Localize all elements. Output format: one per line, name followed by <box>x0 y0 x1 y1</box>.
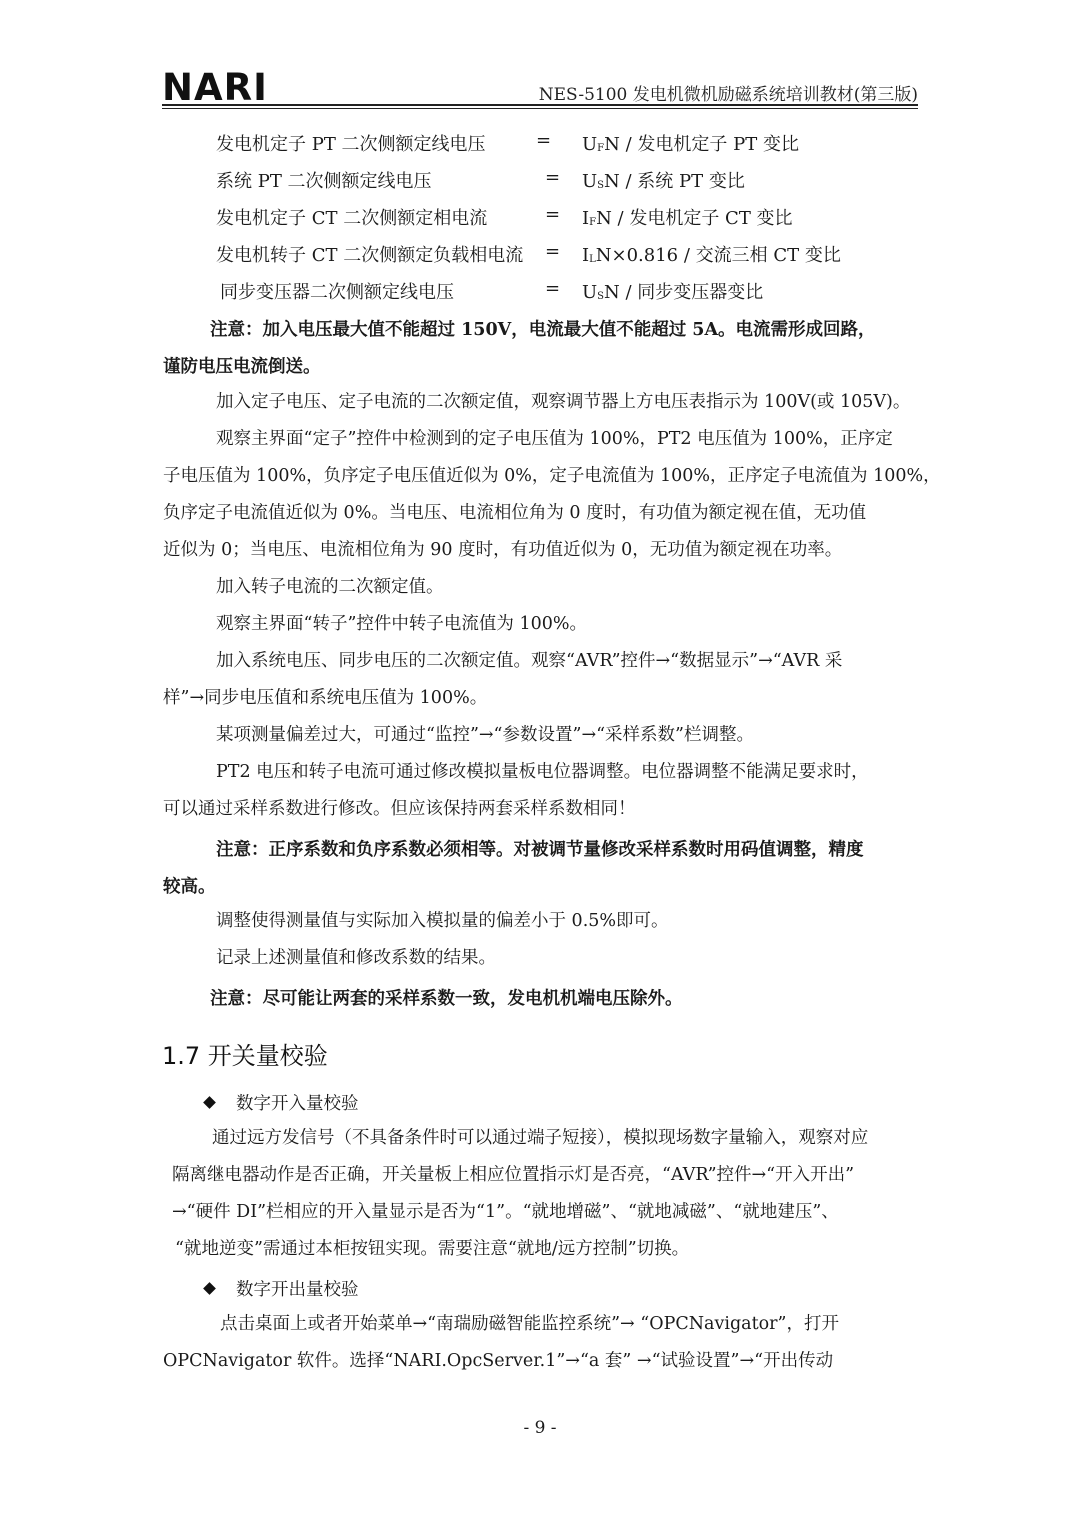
bullet-item: 数字开出量校验 <box>205 1276 359 1301</box>
paragraph: 观察主界面“转子”控件中转子电流值为 100%。 <box>216 614 587 634</box>
paragraph-cont: 可以通过采样系数进行修改。但应该保持两套采样系数相同！ <box>163 799 636 819</box>
header-rule <box>162 104 918 109</box>
note-warning-cont: 较高。 <box>163 877 216 897</box>
paragraph: 加入系统电压、同步电压的二次额定值。观察“AVR”控件→“数据显示”→“AVR 采 <box>216 651 843 671</box>
note-warning: 注意：正序系数和负序系数必须相等。对被调节量修改采样系数时用码值调整，精度 <box>216 840 864 860</box>
paragraph-cont: 样”→同步电压值和系统电压值为 100%。 <box>163 688 488 708</box>
paragraph: 加入定子电压、定子电流的二次额定值，观察调节器上方电压表指示为 100V(或 105V)。 <box>216 392 911 412</box>
paragraph: 记录上述测量值和修改系数的结果。 <box>216 948 496 968</box>
formula-equals: = <box>545 278 561 299</box>
paragraph: 观察主界面“定子”控件中检测到的定子电压值为 100%，PT2 电压值为 100%，正序定 <box>216 429 893 449</box>
formula-row: 系统 PT 二次侧额定线电压 <box>216 171 432 192</box>
formula-value: $I_LN\times 0.816$ / 交流三相 CT 变比 <box>582 245 841 266</box>
formula-row: 同步变压器二次侧额定线电压 <box>220 282 454 303</box>
note-warning-cont: 谨防电压电流倒送。 <box>163 357 321 377</box>
formula-value: $I_FN$ / 发电机定子 CT 变比 <box>582 208 793 229</box>
formula-equals: = <box>536 130 552 151</box>
formula-value: $U_SN$ / 同步变压器变比 <box>582 282 764 303</box>
paragraph: PT2 电压和转子电流可通过修改模拟量板电位器调整。电位器调整不能满足要求时， <box>216 762 869 782</box>
paragraph-cont: OPCNavigator 软件。选择“NARI.OpcServer.1”→“a 套” →“试验设置”→“开出传动 <box>163 1351 834 1371</box>
paragraph-cont: 子电压值为 100%，负序定子电压值近似为 0%，定子电流值为 100%，正序定子电流值为 100%， <box>163 466 941 486</box>
paragraph-cont: 近似为 0；当电压、电流相位角为 90 度时，有功值近似为 0，无功值为额定视在功率。 <box>163 540 843 560</box>
paragraph-cont: 负序定子电流值近似为 0%。当电压、电流相位角为 0 度时，有功值为额定视在值，无功值 <box>163 503 867 523</box>
paragraph: 通过远方发信号（不具备条件时可以通过端子短接），模拟现场数字量输入，观察对应 <box>212 1128 869 1148</box>
paragraph-cont: →“硬件 DI”栏相应的开入量显示是否为“1”。“就地增磁”、“就地减磁”、“就地建压”、 <box>172 1202 839 1222</box>
note-warning: 注意：加入电压最大值不能超过 150V，电流最大值不能超过 5A。电流需形成回路， <box>210 320 876 340</box>
diamond-bullet-icon <box>203 1282 216 1295</box>
page-number: - 9 - <box>523 1418 557 1438</box>
diamond-bullet-icon <box>203 1096 216 1109</box>
paragraph: 某项测量偏差过大，可通过“监控”→“参数设置”→“采样系数”栏调整。 <box>216 725 755 745</box>
paragraph-cont: “就地逆变”需通过本柜按钮实现。需要注意“就地/远方控制”切换。 <box>175 1239 690 1259</box>
formula-row: 发电机定子 PT 二次侧额定线电压 <box>216 134 486 155</box>
formula-row: 发电机定子 CT 二次侧额定相电流 <box>216 208 488 229</box>
paragraph: 加入转子电流的二次额定值。 <box>216 577 444 597</box>
section-heading: 1.7 开关量校验 <box>162 1042 328 1070</box>
paragraph-cont: 隔离继电器动作是否正确，开关量板上相应位置指示灯是否亮，“AVR”控件→“开入开出” <box>172 1165 855 1185</box>
note-warning: 注意：尽可能让两套的采样系数一致，发电机机端电压除外。 <box>210 989 683 1009</box>
header-title: NES-5100 发电机微机励磁系统培训教材(第三版) <box>538 85 918 105</box>
paragraph: 调整使得测量值与实际加入模拟量的偏差小于 0.5%即可。 <box>216 911 669 931</box>
formula-equals: = <box>545 204 561 225</box>
formula-equals: = <box>545 167 561 188</box>
formula-value: $U_FN$ / 发电机定子 PT 变比 <box>582 134 799 155</box>
formula-row: 发电机转子 CT 二次侧额定负载相电流 <box>216 245 524 266</box>
formula-equals: = <box>545 241 561 262</box>
bullet-item: 数字开入量校验 <box>205 1090 359 1115</box>
paragraph: 点击桌面上或者开始菜单→“南瑞励磁智能监控系统”→ “OPCNavigator”，打开 <box>220 1314 839 1334</box>
formula-value: $U_SN$ / 系统 PT 变比 <box>582 171 745 192</box>
nari-logo: NARI <box>162 66 268 109</box>
